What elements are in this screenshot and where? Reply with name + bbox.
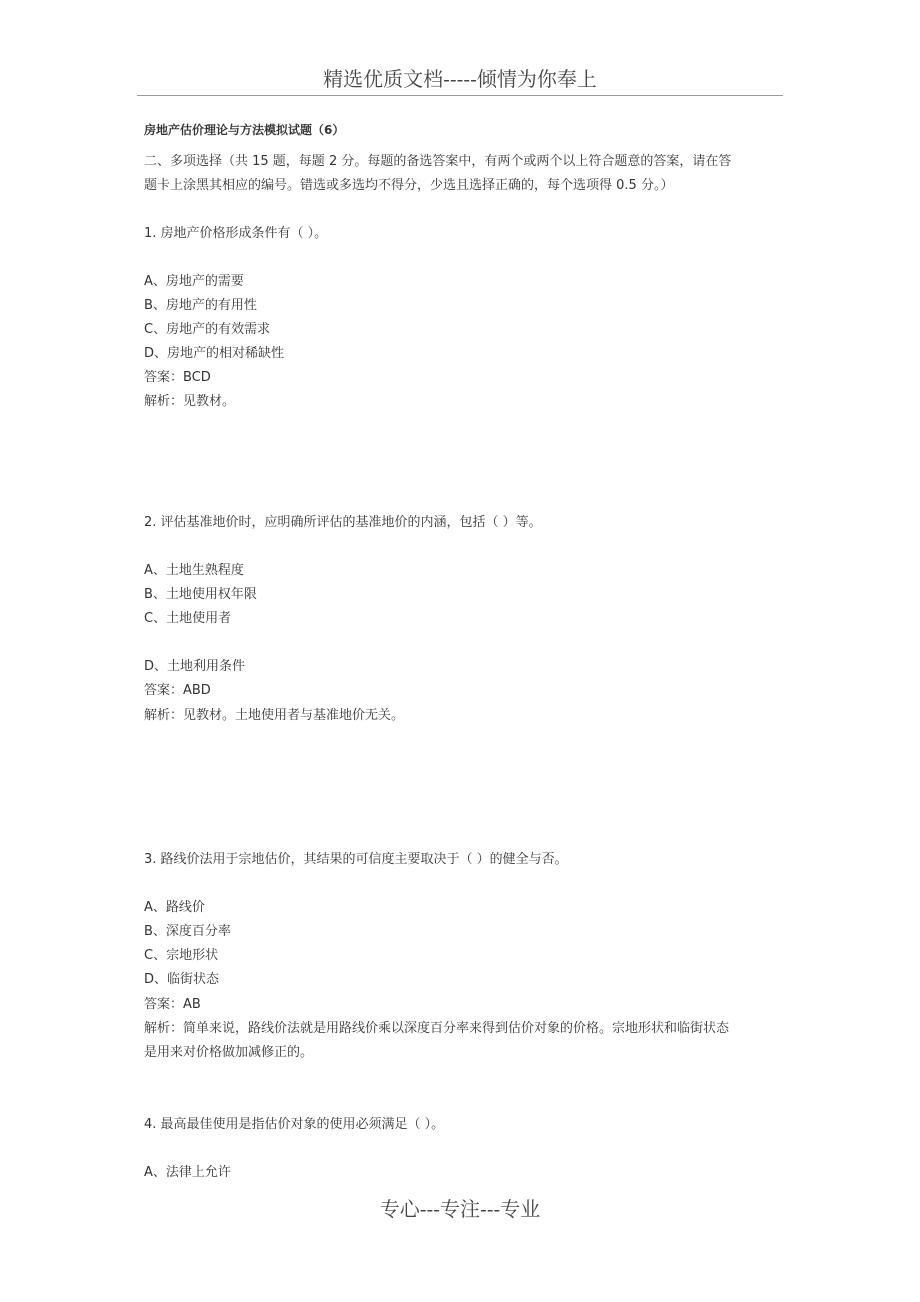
question-2-stem: 2. 评估基准地价时，应明确所评估的基准地价的内涵，包括（ ）等。 (144, 515, 542, 530)
question-3-option-d: D、临街状态 (144, 972, 220, 987)
question-2-analysis: 解析：见教材。土地使用者与基准地价无关。 (144, 708, 405, 723)
question-3-option-a: A、路线价 (144, 900, 205, 915)
question-3-analysis-line-2: 是用来对价格做加减修正的。 (144, 1045, 314, 1060)
question-2-option-c: C、土地使用者 (144, 611, 232, 626)
page-footer-title: 专心---专注---专业 (379, 1197, 541, 1221)
question-2-option-b: B、土地使用权年限 (144, 587, 257, 602)
document-title: 房地产估价理论与方法模拟试题（6） (144, 123, 345, 137)
page-header-title: 精选优质文档-----倾情为你奉上 (323, 67, 597, 91)
header-divider (137, 95, 783, 96)
question-3-answer: 答案：AB (144, 997, 201, 1012)
question-1-stem: 1. 房地产价格形成条件有（ ）。 (144, 226, 328, 241)
question-2-option-a: A、土地生熟程度 (144, 563, 244, 578)
question-2-answer: 答案：ABD (144, 683, 211, 698)
question-3-stem: 3. 路线价法用于宗地估价，其结果的可信度主要取决于（ ）的健全与否。 (144, 852, 568, 867)
question-2-option-d: D、土地利用条件 (144, 659, 246, 674)
question-1-option-d: D、房地产的相对稀缺性 (144, 346, 285, 361)
question-1-analysis: 解析：见教材。 (144, 394, 236, 409)
section-intro-line-2: 题卡上涂黑其相应的编号。错选或多选均不得分，少选且选择正确的，每个选项得 0.5 分。） (144, 178, 674, 193)
question-4-stem: 4. 最高最佳使用是指估价对象的使用必须满足（ ）。 (144, 1117, 445, 1132)
question-4-option-a: A、法律上允许 (144, 1165, 231, 1180)
question-1-answer: 答案：BCD (144, 370, 211, 385)
section-intro-line-1: 二、多项选择（共 15 题，每题 2 分。每题的备选答案中，有两个或两个以上符合题意的答案，请在答 (144, 154, 732, 169)
question-3-analysis-line-1: 解析：简单来说，路线价法就是用路线价乘以深度百分率来得到估价对象的价格。宗地形状和临街状态 (144, 1021, 730, 1036)
question-3-option-b: B、深度百分率 (144, 924, 231, 939)
question-1-option-c: C、房地产的有效需求 (144, 322, 271, 337)
question-1-option-a: A、房地产的需要 (144, 274, 244, 289)
question-3-option-c: C、宗地形状 (144, 948, 219, 963)
question-1-option-b: B、房地产的有用性 (144, 298, 257, 313)
